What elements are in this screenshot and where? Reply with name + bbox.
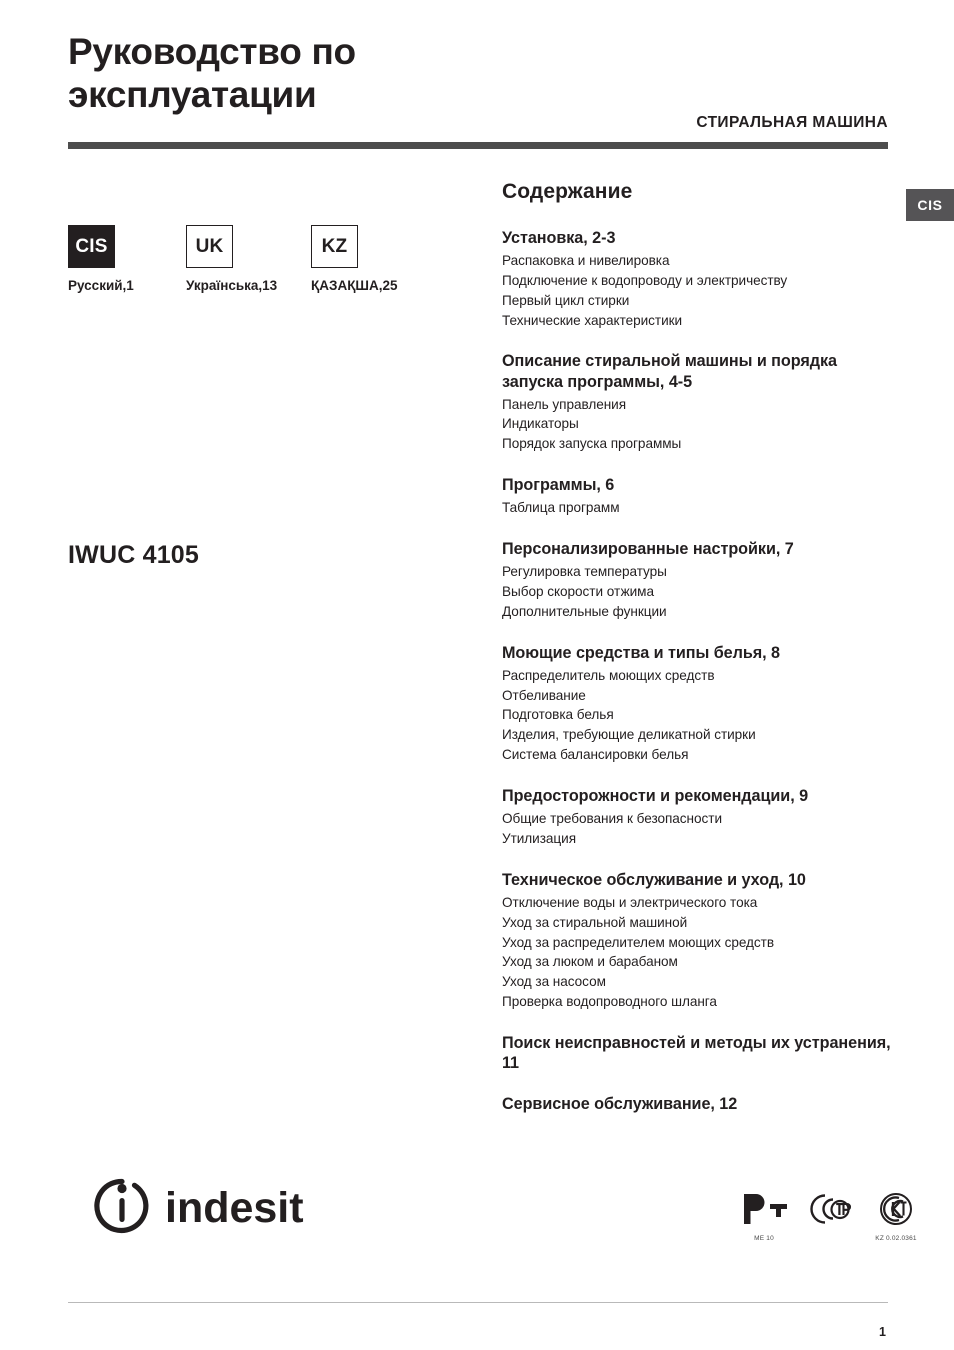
kazakhstan-gost-k-mark-icon <box>872 1213 920 1230</box>
certification-marks <box>735 1192 925 1242</box>
toc-item: Изделия, требующие деликатной стирки <box>502 727 756 743</box>
left-column <box>68 225 468 301</box>
footer-divider <box>68 1302 888 1303</box>
language-caption-uk: Українська,13 <box>186 278 278 293</box>
cert-customs-union <box>801 1192 859 1235</box>
language-code-kz: KZ <box>321 235 348 257</box>
toc-section-heading: Программы, 6 <box>502 476 615 495</box>
toc-section <box>502 643 902 765</box>
language-code-cis: CIS <box>75 235 108 257</box>
page-number: 1 <box>879 1325 886 1339</box>
edge-tab-label: CIS <box>917 197 943 213</box>
toc-item: Подготовка белья <box>502 707 614 723</box>
toc-item: Первый цикл стирки <box>502 292 630 308</box>
toc-section-heading: Описание стиральной машины и порядка запуска программы, 4-5 <box>502 352 837 391</box>
toc-section <box>502 1033 902 1073</box>
toc-item: Проверка водопроводного шланга <box>502 994 717 1010</box>
toc-item: Индикаторы <box>502 416 579 432</box>
page-title: Руководство по эксплуатации <box>68 31 356 116</box>
table-of-contents <box>502 180 902 1135</box>
toc-section <box>502 228 902 330</box>
toc-section-heading: Персонализированные настройки, 7 <box>502 540 794 559</box>
language-caption-kz: ҚАЗАҚША,25 <box>311 278 398 293</box>
language-badge-uk <box>186 225 233 268</box>
toc-item: Распаковка и нивелировка <box>502 253 670 269</box>
language-badge-cis <box>68 225 115 268</box>
rostest-pct-mark-icon <box>740 1213 788 1230</box>
toc-item: Регулировка температуры <box>502 564 667 580</box>
language-block-uk <box>186 225 277 293</box>
header-divider <box>68 142 888 149</box>
toc-section <box>502 786 902 849</box>
cert-caption: ME 10 <box>754 1235 774 1242</box>
toc-item: Распределитель моющих средств <box>502 667 715 683</box>
language-code-uk: UK <box>195 235 224 257</box>
appliance-type-label: СТИРАЛЬНАЯ МАШИНА <box>696 114 888 131</box>
toc-section <box>502 1094 902 1114</box>
toc-item: Дополнительные функции <box>502 603 667 619</box>
toc-section-heading: Моющие средства и типы белья, 8 <box>502 643 780 662</box>
brand-wordmark: indesit <box>165 1184 304 1232</box>
toc-item: Технические характеристики <box>502 312 683 328</box>
toc-section <box>502 475 902 518</box>
toc-section-heading: Установка, 2-3 <box>502 229 616 247</box>
toc-item: Уход за распределителем моющих средств <box>502 934 775 950</box>
toc-item: Панель управления <box>502 396 627 412</box>
toc-item: Утилизация <box>502 830 577 846</box>
page-header <box>68 30 888 131</box>
cert-kazakhstan <box>867 1192 925 1242</box>
toc-item: Отключение воды и электрического тока <box>502 894 758 910</box>
toc-item: Отбеливание <box>502 687 586 703</box>
toc-item: Уход за насосом <box>502 974 606 990</box>
toc-section <box>502 539 902 622</box>
toc-section-heading: Техническое обслуживание и уход, 10 <box>502 870 806 889</box>
language-block-kz <box>311 225 398 293</box>
cert-caption: KZ 0.02.0361 <box>875 1235 917 1242</box>
toc-item: Уход за люком и барабаном <box>502 954 678 970</box>
language-caption-cis: Русский,1 <box>68 278 134 293</box>
toc-item: Уход за стиральной машиной <box>502 914 688 930</box>
toc-section-heading: Поиск неисправностей и методы их устранения, 11 <box>502 1033 891 1072</box>
language-badge-row <box>68 225 468 301</box>
toc-item: Порядок запуска программы <box>502 436 682 452</box>
toc-section-heading: Сервисное обслуживание, 12 <box>502 1095 738 1114</box>
toc-section-heading: Предосторожности и рекомендации, 9 <box>502 786 809 805</box>
toc-title: Содержание <box>502 180 633 203</box>
toc-item: Подключение к водопроводу и электричеству <box>502 272 788 288</box>
brand-logo <box>93 1176 304 1241</box>
toc-item: Выбор скорости отжима <box>502 583 654 599</box>
toc-item: Таблица программ <box>502 500 620 516</box>
edge-tab-cis <box>906 189 954 221</box>
toc-section <box>502 351 902 454</box>
language-block-cis <box>68 225 134 293</box>
toc-item: Система балансировки белья <box>502 747 689 763</box>
cert-rostest <box>735 1192 793 1242</box>
toc-item: Общие требования к безопасности <box>502 811 722 827</box>
model-number: IWUC 4105 <box>68 541 200 569</box>
language-badge-kz <box>311 225 358 268</box>
toc-section <box>502 870 902 1012</box>
customs-union-eac-mark-icon <box>806 1213 854 1230</box>
indesit-i-circle-icon <box>93 1176 151 1241</box>
